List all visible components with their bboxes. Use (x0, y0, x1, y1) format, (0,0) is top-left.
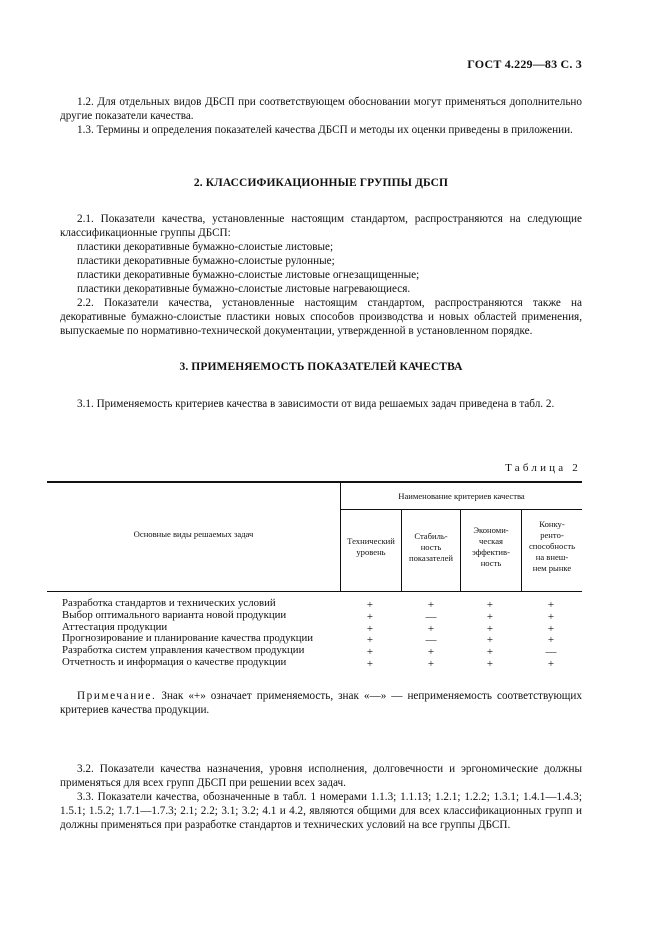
table-caption: Таблица 2 (505, 462, 581, 474)
paragraph-3-2: 3.2. Показатели качества назначения, уровня исполнения, долговечности и эргономические должны применяться для всех групп ДБСП при решении всех задач. (60, 763, 582, 789)
table-cell-mark: — (425, 610, 437, 623)
table-cell-mark: + (427, 599, 435, 611)
group-item: пластики декоративные бумажно-слоистые листовые нагревающиеся. (77, 283, 411, 295)
table-row-task: Отчетность и информация о качестве продукции (62, 656, 287, 668)
col-economic-line: ческая (479, 536, 503, 546)
table-cell-mark: + (547, 658, 555, 670)
document-header: ГОСТ 4.229—83 С. 3 (467, 57, 582, 71)
table-cell-mark: + (486, 599, 494, 611)
paragraph-1-2: 1.2. Для отдельных видов ДБСП при соответствующем обосновании могут применяться дополнительно другие показатели качества. (60, 96, 582, 122)
group-item: пластики декоративные бумажно-слоистые листовые огнезащищенные; (77, 269, 420, 281)
table-row-task: Выбор оптимального варианта новой продукции (62, 608, 287, 621)
table-cell-mark: + (486, 622, 494, 635)
col-stability-line: Стабиль- (414, 531, 448, 541)
table-cell-mark: + (427, 622, 435, 635)
col-competitiveness-line: способность (528, 541, 575, 551)
table-row-task: Разработка систем управления качеством продукции (62, 644, 305, 657)
paragraph-1-3: 1.3. Термины и определения показателей качества ДБСП и методы их оценки приведены в приложении. (77, 124, 573, 136)
section-3-heading-block (60, 360, 582, 374)
table-cell-mark: + (427, 646, 435, 659)
table-cell-mark: + (547, 599, 555, 611)
table-cell-mark: + (366, 610, 374, 623)
section-2-title: 2. КЛАССИФИКАЦИОННЫЕ ГРУППЫ ДБСП (193, 177, 449, 189)
table-cell-mark: + (547, 634, 555, 647)
table-row-task: Разработка стандартов и технических условий (62, 597, 276, 609)
table-cell-mark: + (366, 599, 374, 611)
col-competitiveness-line: на внеш- (535, 552, 569, 562)
col-technical-line: Технический (347, 536, 395, 546)
table-cell-mark: + (547, 622, 555, 635)
table-header-rule (47, 591, 582, 592)
table-top-rule (47, 481, 582, 483)
table-cell-mark: — (425, 634, 437, 647)
note-label: Примечание. (77, 690, 157, 702)
table-cell-mark: + (547, 610, 555, 623)
table-cell-mark: + (366, 622, 374, 635)
section-3-title: 3. ПРИМЕНЯЕМОСТЬ ПОКАЗАТЕЛЕЙ КАЧЕСТВА (179, 361, 463, 373)
table-cell-mark: + (486, 658, 494, 670)
col-economic-line: эффектив- (472, 547, 510, 557)
table-cell-mark: — (545, 646, 557, 659)
final-block (60, 762, 582, 832)
col-economic-line: Экономи- (473, 525, 509, 535)
col-competitiveness-header (522, 519, 582, 574)
table-row-task: Аттестация продукции (62, 620, 168, 633)
col-group-header: Наименование критериев качества (398, 491, 525, 501)
note-text: Знак «+» означает применяемость, знак «—» — неприменяемость соответствующих критериев качества продукции. (60, 690, 582, 716)
paragraph-3-1: 3.1. Применяемость критериев качества в зависимости от вида решаемых задач приведена в табл. 2. (77, 398, 555, 410)
col-economic-header (461, 525, 521, 569)
paragraph-2-2: 2.2. Показатели качества, установленные настоящим стандартом, распространяются также на декоративные бумажно-слоистые пластики новых способов производства и новых областей применения, выпускаемые по нормативно-технической документации, утвержденной в установленном порядке. (60, 297, 582, 337)
table-cell-mark: + (366, 646, 374, 659)
col-competitiveness-line: нем рынке (532, 563, 572, 573)
col-economic-line: ность (480, 558, 502, 568)
section-2-heading-block (60, 176, 582, 190)
table-cell-mark: + (486, 634, 494, 647)
col-technical-header (341, 536, 401, 558)
table-cell-mark: + (366, 658, 374, 670)
col-stability-line: ность (420, 542, 442, 552)
section-3-body (60, 397, 582, 411)
col-competitiveness-line: рентo- (540, 530, 564, 540)
section-2-body (60, 212, 582, 338)
table-cell-mark: + (486, 646, 494, 659)
table-note (60, 689, 582, 717)
col-competitiveness-line: Конку- (539, 519, 565, 529)
col-stability-header (402, 531, 460, 564)
table-cell-mark: + (366, 634, 374, 647)
col-stability-line: показателей (408, 553, 453, 563)
group-item: пластики декоративные бумажно-слоистые листовые; (77, 241, 334, 253)
col-technical-line: уровень (356, 547, 386, 557)
group-item: пластики декоративные бумажно-слоистые рулонные; (77, 255, 335, 267)
paragraph-2-1: 2.1. Показатели качества, установленные настоящим стандартом, распространяются на следующие классификационные группы ДБСП: (60, 213, 582, 239)
paragraph-3-3: 3.3. Показатели качества, обозначенные в табл. 1 номерами 1.1.3; 1.1.13; 1.2.1; 1.2.2; 1.3.1; 1.4.1—1.4.3; 1.5.1; 1.5.2; 1.7.1—1.7.3; 2.1; 2.2; 3.1; 3.2; 4.1 и 4.2, являются общими для всех классификационных групп и должны применяться при разработке стандартов и технических условий на все группы ДБСП. (60, 791, 582, 831)
table-row-task: Прогнозирование и планирование качества продукции (62, 632, 314, 645)
col-main-header: Основные виды решаемых задач (133, 529, 254, 539)
table-cell-mark: + (486, 610, 494, 623)
table-group-rule (340, 509, 582, 510)
table-cell-mark: + (427, 658, 435, 670)
intro-block (60, 95, 582, 137)
